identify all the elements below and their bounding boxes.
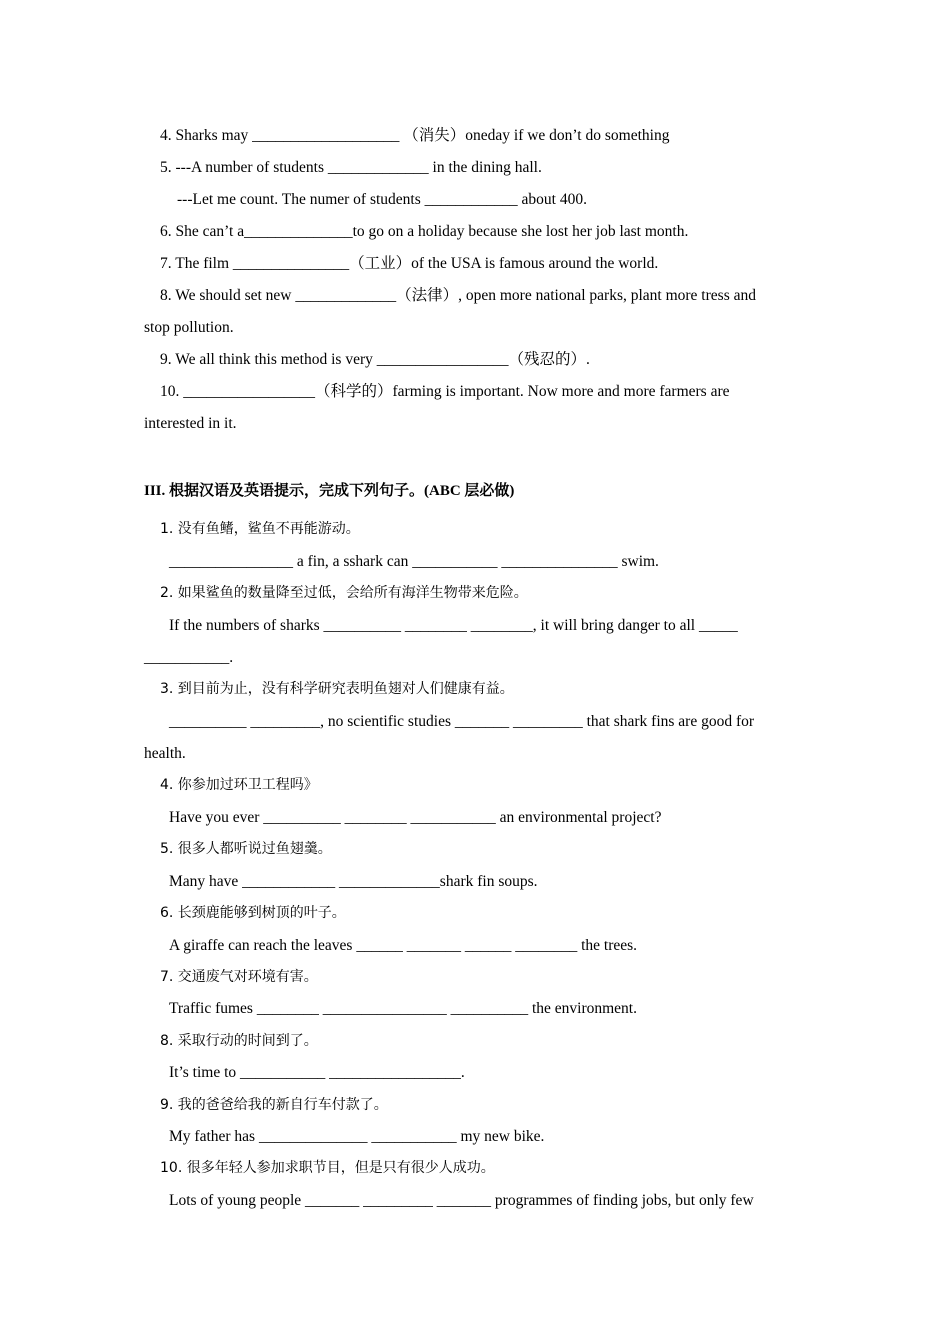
p3-item-3-continued: health. xyxy=(144,745,186,762)
p3-item-2-chinese: 2. 如果鲨鱼的数量降至过低，会给所有海洋生物带来危险。 xyxy=(160,585,528,601)
p3-item-3-english: __________ _________, no scientific studies _______ _________ that shark fins are good for xyxy=(169,713,755,730)
p3-item-10-english: Lots of young people _______ _________ _______ programmes of finding jobs, but only few xyxy=(169,1192,754,1209)
p3-item-1-chinese: 1. 没有鱼鳍，鲨鱼不再能游动。 xyxy=(160,521,360,537)
item-9-method: 9. We all think this method is very _________________（残忍的）. xyxy=(160,351,590,368)
item-10-continued: interested in it. xyxy=(144,415,237,432)
section-heading-part-3: III. 根据汉语及英语提示，完成下列句子。(ABC 层必做) xyxy=(144,483,515,499)
p3-item-10-chinese: 10. 很多年轻人参加求职节目，但是只有很少人成功。 xyxy=(160,1160,495,1176)
p3-item-2-continued: ___________. xyxy=(144,649,234,666)
item-10-farming: 10. _________________（科学的）farming is important. Now more and more farmers are xyxy=(160,383,730,400)
item-6-holiday: 6. She can’t a______________to go on a holiday because she lost her job last month. xyxy=(160,223,689,240)
p3-item-9-chinese: 9. 我的爸爸给我的新自行车付款了。 xyxy=(160,1097,388,1113)
item-5-answer: ---Let me count. The numer of students ____________ about 400. xyxy=(177,191,587,208)
item-5-question: 5. ---A number of students _____________ in the dining hall. xyxy=(160,159,542,176)
p3-item-6-chinese: 6. 长颈鹿能够到树顶的叶子。 xyxy=(160,905,346,921)
item-8-continued: stop pollution. xyxy=(144,319,234,336)
p3-item-9-english: My father has ______________ ___________ my new bike. xyxy=(169,1128,545,1145)
p3-item-1-english: ________________ a fin, a sshark can ___________ _______________ swim. xyxy=(169,553,659,570)
item-7-film: 7. The film _______________（工业）of the USA is famous around the world. xyxy=(160,255,659,272)
p3-item-4-english: Have you ever __________ ________ ___________ an environmental project? xyxy=(169,809,662,826)
item-4-sharks: 4. Sharks may ___________________ （消失）oneday if we don’t do something xyxy=(160,127,670,144)
p3-item-7-english: Traffic fumes ________ ________________ __________ the environment. xyxy=(169,1000,637,1017)
p3-item-8-english: It’s time to ___________ _________________. xyxy=(169,1064,465,1081)
p3-item-6-english: A giraffe can reach the leaves ______ _______ ______ ________ the trees. xyxy=(169,937,638,954)
p3-item-7-chinese: 7. 交通废气对环境有害。 xyxy=(160,969,318,985)
item-8-laws: 8. We should set new _____________（法律）, open more national parks, plant more tress and xyxy=(160,287,756,304)
p3-item-5-chinese: 5. 很多人都听说过鱼翅羹。 xyxy=(160,841,332,857)
p3-item-3-chinese: 3. 到目前为止，没有科学研究表明鱼翅对人们健康有益。 xyxy=(160,681,514,697)
p3-item-8-chinese: 8. 采取行动的时间到了。 xyxy=(160,1033,318,1049)
p3-item-4-chinese: 4. 你参加过环卫工程吗》 xyxy=(160,777,318,793)
p3-item-5-english: Many have ____________ _____________shark fin soups. xyxy=(169,873,538,890)
p3-item-2-english: If the numbers of sharks __________ ________ ________, it will bring danger to all _____ xyxy=(169,617,738,634)
